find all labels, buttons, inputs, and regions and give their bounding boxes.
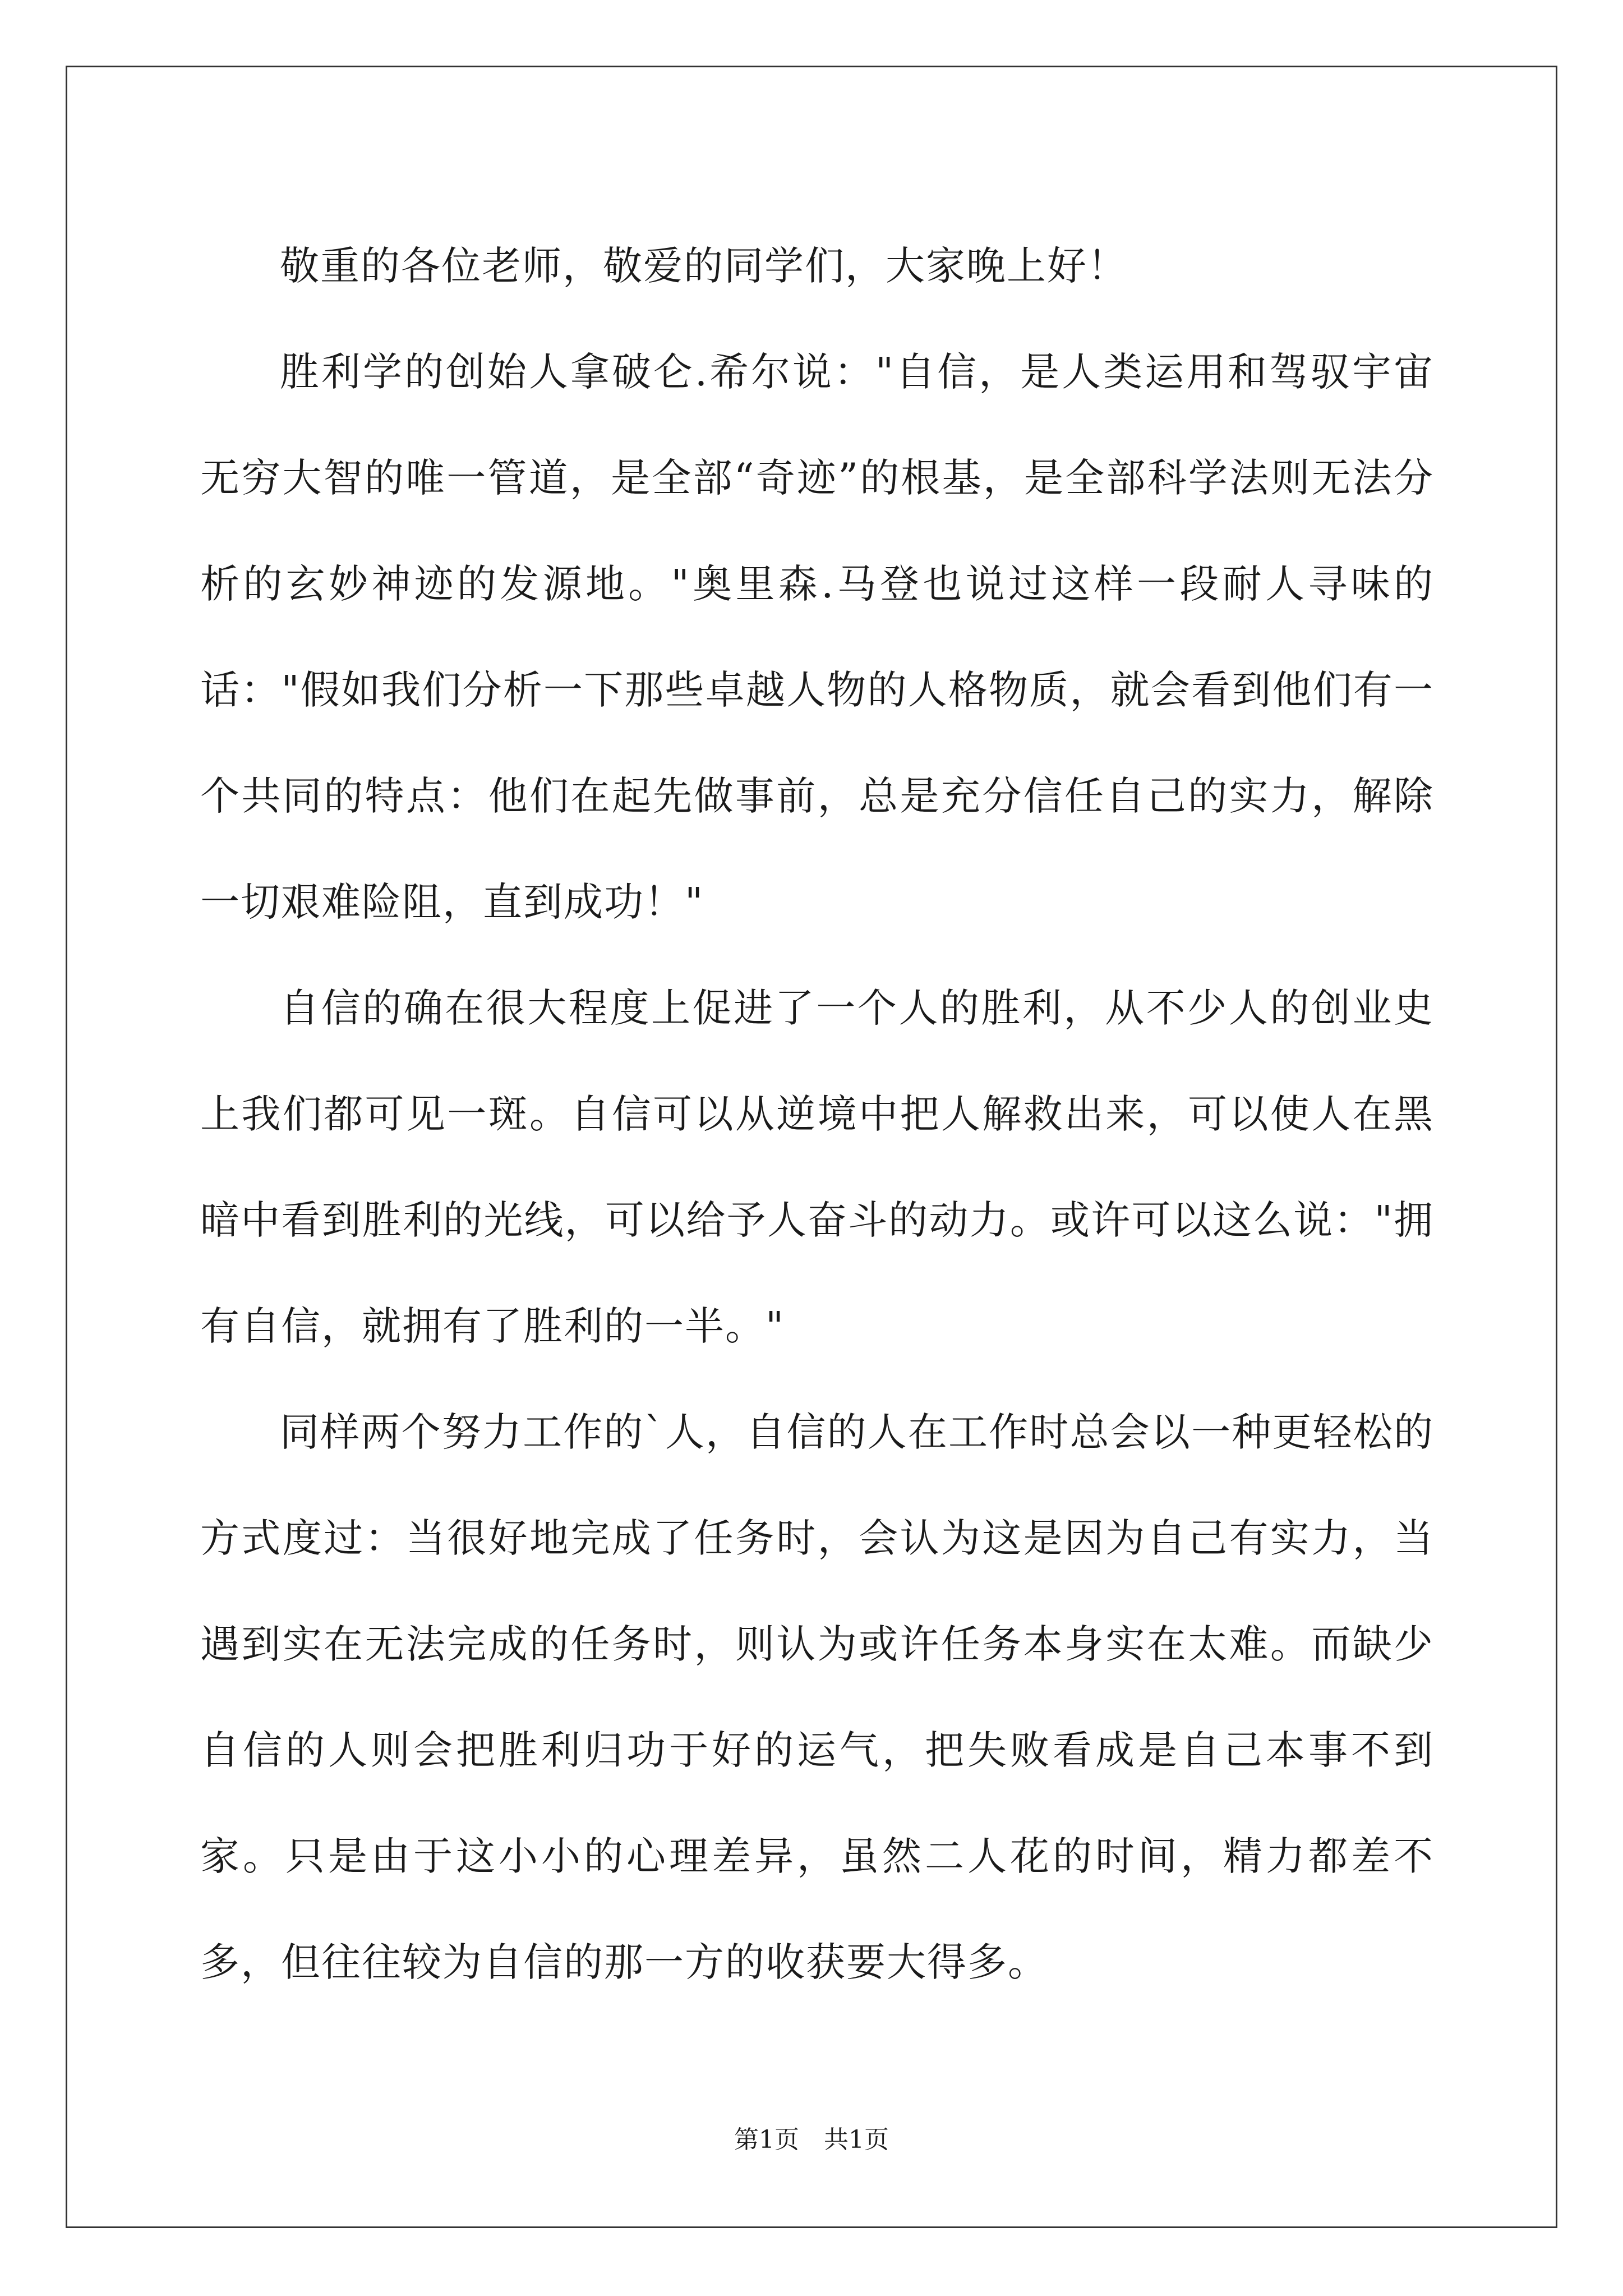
document-body [200,213,1434,2016]
page-total: 共1页 [824,2125,889,2154]
page-number: 第1页 [734,2125,799,2154]
page-footer [0,2119,1623,2155]
greeting-paragraph: 敬重的各位老师，敬爱的同学们，大家晚上好！ [280,243,1128,289]
body-paragraph: 同样两个努力工作的`人，自信的人在工作时总会以一种更轻松的方式度过：当很好地完成了任务时，会认为这是因为自己有实力，当遇到实在无法完成的任务时，则认为或许任务本身实在太难。而缺少自信的人则会把胜利归功于好的运气，把失败看成是自己本事不到家。只是由于这小小的心理差异，虽然二人花的时间，精力都差不多，但往往较为自信的那一方的收获要大得多。 [200,1409,1434,1985]
body-paragraph: 自信的确在很大程度上促进了一个人的胜利，从不少人的创业史上我们都可见一斑。自信可以从逆境中把人解救出来，可以使人在黑暗中看到胜利的光线，可以给予人奋斗的动力。或许可以这么说："拥有自信，就拥有了胜利的一半。" [200,985,1434,1349]
body-paragraph: 胜利学的创始人拿破仑.希尔说："自信，是人类运用和驾驭宇宙无穷大智的唯一管道，是全部“奇迹”的根基，是全部科学法则无法分析的玄妙神迹的发源地。"奥里森.马登也说过这样一段耐人寻味的话："假如我们分析一下那些卓越人物的人格物质，就会看到他们有一个共同的特点：他们在起先做事前，总是充分信任自己的实力，解除一切艰难险阻，直到成功！" [200,349,1434,925]
